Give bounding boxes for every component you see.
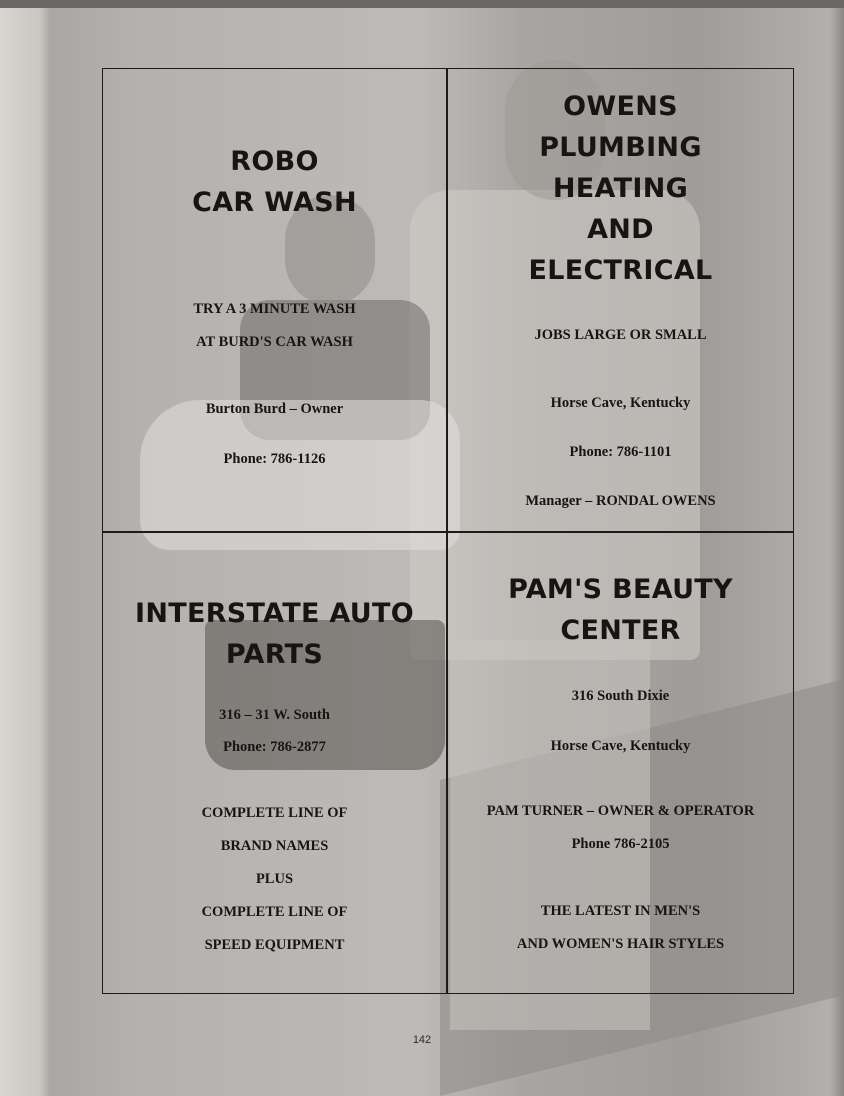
ad-title [103,593,446,675]
ad-title-line: CAR WASH [192,187,357,218]
ad-owner: PAM TURNER – OWNER & OPERATOR [486,803,755,819]
ad-title-line: ELECTRICAL [528,255,713,286]
ad-title [103,141,446,223]
ad-text: AT BURD'S CAR WASH [196,334,353,350]
ad-phone: Phone 786-2105 [571,836,670,852]
ad-title [448,86,793,291]
ad-phone: Phone: 786-2877 [223,739,326,755]
ad-location: Horse Cave, Kentucky [550,395,691,411]
ad-title-line: ROBO [230,146,319,177]
ad-title-line: AND [587,214,654,245]
ad-text: COMPLETE LINE OF [201,904,348,920]
ad-grid [102,68,794,994]
ad-phone: Phone: 786-1126 [223,451,326,467]
ad-title-line: INTERSTATE AUTO [135,598,414,629]
ad-phone: Phone: 786-1101 [569,444,672,460]
ad-text: PLUS [255,871,294,887]
ad-title-line: PARTS [225,639,324,670]
ad-interstate-auto-parts [103,533,446,993]
ad-address: 316 – 31 W. South [219,707,330,723]
ad-text: JOBS LARGE OR SMALL [534,327,707,343]
ad-address: 316 South Dixie [571,688,670,704]
ad-robo-car-wash [103,69,446,531]
ad-text: THE LATEST IN MEN'S [540,903,701,919]
ad-title-line: CENTER [560,615,681,646]
ad-owens-plumbing [448,69,793,531]
ad-text: COMPLETE LINE OF [201,805,348,821]
ad-owner: Burton Burd – Owner [205,401,344,417]
ad-title-line: HEATING [552,173,689,204]
ad-title-line: OWENS [563,91,678,122]
ad-text: BRAND NAMES [220,838,329,854]
ad-text: AND WOMEN'S HAIR STYLES [516,936,725,952]
ad-text: TRY A 3 MINUTE WASH [193,301,356,317]
ad-manager: Manager – RONDAL OWENS [525,493,716,509]
ad-title-line: PAM'S BEAUTY [508,574,733,605]
ad-location: Horse Cave, Kentucky [550,738,691,754]
ad-pams-beauty-center [448,533,793,993]
ad-text: SPEED EQUIPMENT [204,937,345,953]
page-number: 142 [412,1034,432,1046]
ad-title-line: PLUMBING [539,132,702,163]
ad-title [448,569,793,651]
